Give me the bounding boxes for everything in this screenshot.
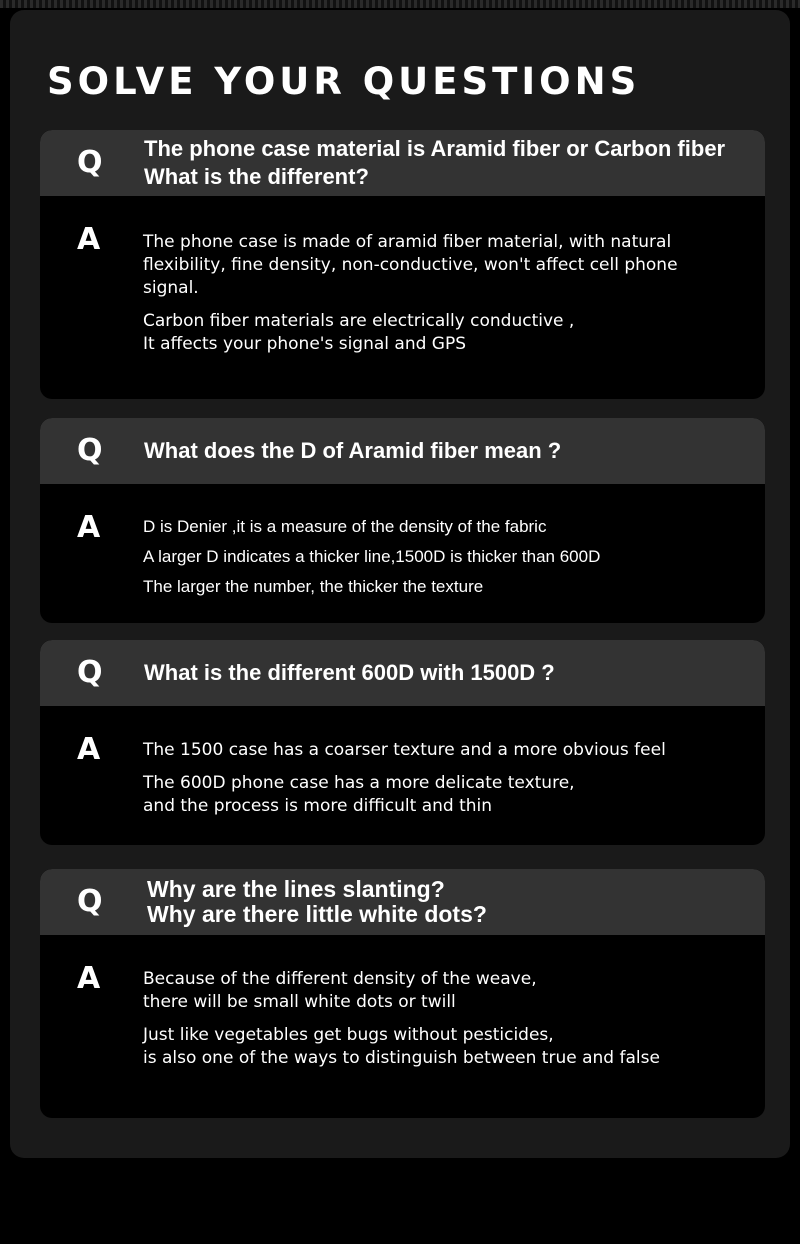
top-decorative-strip xyxy=(0,0,800,8)
answer-line: flexibility, fine density, non-conductive, won't affect cell phone xyxy=(143,255,678,275)
answer-line: The phone case is made of aramid fiber material, with natural xyxy=(143,232,672,252)
question-line: Why are the lines slanting? xyxy=(147,876,445,902)
question-mark-label: Q xyxy=(77,655,103,690)
answer-text xyxy=(143,517,743,607)
answer-line: Because of the different density of the weave, xyxy=(143,969,537,989)
answer-text xyxy=(143,968,743,1080)
question-mark-label: Q xyxy=(77,884,103,919)
faq-card-1 xyxy=(40,130,765,399)
question-line: Why are there little white dots? xyxy=(147,901,487,927)
answer-mark-label: A xyxy=(77,732,101,767)
answer-line: there will be small white dots or twill xyxy=(143,992,456,1012)
faq-card-2 xyxy=(40,418,765,623)
page-title: SOLVE YOUR QUESTIONS xyxy=(47,60,641,103)
question-text xyxy=(144,130,754,196)
faq-card-3 xyxy=(40,640,765,845)
answer-paragraph xyxy=(143,310,743,356)
answer-line: Carbon fiber materials are electrically conductive , xyxy=(143,311,575,331)
question-header xyxy=(40,640,765,706)
answer-line: The 600D phone case has a more delicate texture, xyxy=(143,773,575,793)
faq-card-4 xyxy=(40,869,765,1118)
question-line: What does the D of Aramid fiber mean ? xyxy=(144,438,562,463)
answer-line: signal. xyxy=(143,278,199,298)
answer-paragraph xyxy=(143,1024,743,1070)
answer-text xyxy=(143,739,743,828)
question-header xyxy=(40,869,765,935)
answer-line: is also one of the ways to distinguish between true and false xyxy=(143,1048,660,1068)
answer-line: It affects your phone's signal and GPS xyxy=(143,334,466,354)
answer-paragraph xyxy=(143,772,743,818)
question-header xyxy=(40,418,765,484)
answer-line: Just like vegetables get bugs without pesticides, xyxy=(143,1025,554,1045)
answer-paragraph: A larger D indicates a thicker line,1500D is thicker than 600D xyxy=(143,547,601,566)
question-mark-label: Q xyxy=(77,433,103,468)
answer-mark-label: A xyxy=(77,222,101,257)
answer-paragraph xyxy=(143,739,743,762)
answer-paragraph xyxy=(143,968,743,1014)
question-mark-label: Q xyxy=(77,145,103,180)
answer-mark-label: A xyxy=(77,961,101,996)
question-text xyxy=(147,869,757,935)
answer-text xyxy=(143,231,743,366)
answer-line: The 1500 case has a coarser texture and a more obvious feel xyxy=(143,740,666,760)
question-text xyxy=(144,640,754,706)
answer-paragraph: D is Denier ,it is a measure of the density of the fabric xyxy=(143,517,547,536)
question-header xyxy=(40,130,765,196)
answer-paragraph xyxy=(143,231,743,300)
question-line: What is the different? xyxy=(144,164,369,189)
question-line: The phone case material is Aramid fiber or Carbon fiber xyxy=(144,136,726,161)
question-text xyxy=(144,418,754,484)
question-line: What is the different 600D with 1500D ? xyxy=(144,660,555,685)
answer-paragraph: The larger the number, the thicker the texture xyxy=(143,577,484,596)
answer-line: and the process is more difficult and thin xyxy=(143,796,493,816)
answer-mark-label: A xyxy=(77,510,101,545)
